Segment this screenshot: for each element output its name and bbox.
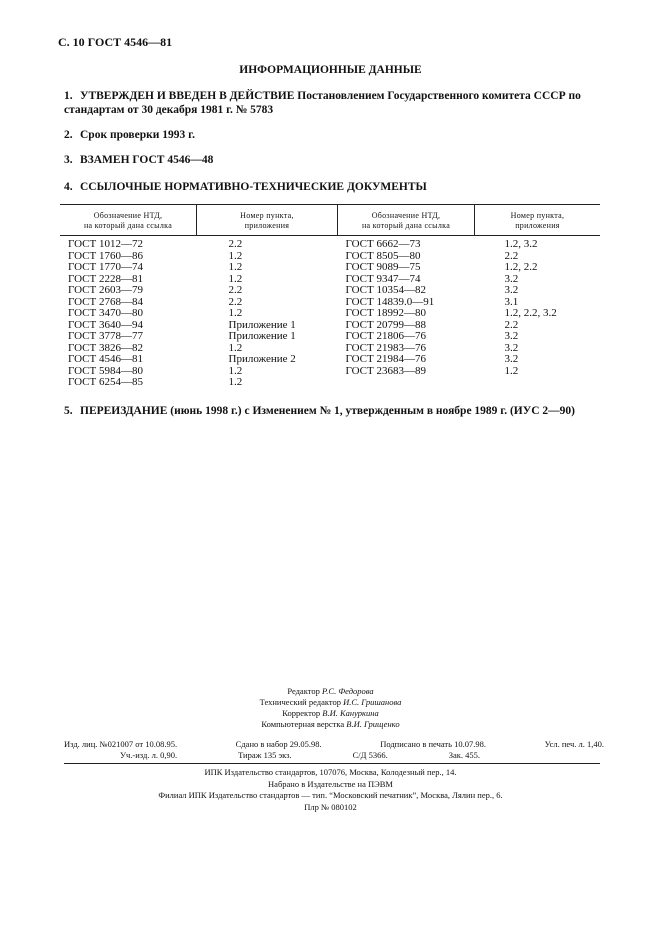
item-text: УТВЕРЖДЕН И ВВЕДЕН В ДЕЙСТВИЕ Постановлением Государственного комитета СССР по стандартам от 30 декабря 1981 г. № 5783 bbox=[64, 90, 581, 116]
cell-clause-number: 1.2, 3.2 bbox=[504, 238, 538, 250]
item-number: 5. bbox=[64, 405, 73, 417]
info-item-approved bbox=[64, 89, 614, 117]
cell-ntd-designation: ГОСТ 14839.0—91 bbox=[345, 295, 435, 308]
table-row bbox=[60, 354, 600, 366]
editorial-credits bbox=[0, 686, 661, 730]
column-header-ntd-designation bbox=[338, 205, 475, 236]
cell-clause-number: 3.1 bbox=[504, 295, 519, 308]
cell-clause-number: 3.2 bbox=[504, 341, 519, 354]
cell-clause-number: 1.2 bbox=[504, 364, 519, 377]
table-row bbox=[60, 377, 600, 389]
cell-clause-number: 3.2 bbox=[504, 330, 519, 342]
item-number: 4. bbox=[64, 181, 73, 193]
publication-info-line-2 bbox=[120, 750, 480, 761]
publication-field: Изд. лиц. №021007 от 10.08.95. bbox=[64, 739, 178, 749]
divider-rule bbox=[64, 763, 600, 764]
imprint-line: Набрано в Издательстве на ПЭВМ bbox=[268, 778, 393, 789]
header-line: на который дана ссылка bbox=[361, 221, 451, 230]
cell-ntd-designation: ГОСТ 4546—81 bbox=[68, 353, 143, 365]
publication-field: С/Д 5366. bbox=[352, 750, 388, 760]
cell-clause-number: 1.2 bbox=[228, 249, 243, 262]
credit-label: Технический редактор bbox=[259, 697, 341, 707]
cell-clause-number: 2.2 bbox=[228, 295, 243, 308]
header-line: Обозначение НТД, bbox=[371, 211, 441, 220]
cell-ntd-designation: ГОСТ 1770—74 bbox=[68, 261, 143, 273]
info-item-replaces bbox=[64, 153, 614, 167]
cell-ntd-designation: ГОСТ 3640—94 bbox=[68, 318, 143, 331]
credit-name: Р.С. Федорова bbox=[321, 686, 374, 696]
cell-ntd-designation: ГОСТ 3470—80 bbox=[68, 307, 143, 319]
credit-label: Редактор bbox=[287, 686, 320, 696]
cell-clause-number: Приложение 2 bbox=[228, 353, 296, 365]
cell-ntd-designation: ГОСТ 8505—80 bbox=[345, 249, 421, 262]
info-item-reissue bbox=[64, 404, 614, 418]
cell-clause-number: 2.2 bbox=[228, 284, 243, 296]
cell-clause-number: 1.2 bbox=[228, 272, 243, 285]
credit-name: В.И. Кануркина bbox=[322, 708, 379, 718]
table-row bbox=[60, 236, 600, 251]
credit-layout bbox=[0, 719, 661, 730]
header-line: приложения bbox=[244, 221, 290, 230]
imprint-line: Филиал ИПК Издательство стандартов — тип. “Московский печатник”, Москва, Лялин пер., 6. bbox=[158, 790, 503, 800]
cell-clause-number: 1.2, 2.2 bbox=[504, 261, 538, 273]
table-row bbox=[60, 308, 600, 320]
cell-clause-number: 1.2 bbox=[228, 364, 243, 377]
column-header-clause-number bbox=[475, 205, 601, 236]
publication-field: Усл. печ. л. 1,40. bbox=[544, 739, 604, 749]
cell-clause-number: 3.2 bbox=[504, 353, 519, 365]
item-number: 1. bbox=[64, 90, 73, 102]
info-item-references bbox=[64, 180, 614, 194]
table-row bbox=[60, 285, 600, 297]
credit-editor bbox=[0, 686, 661, 697]
document-title: ИНФОРМАЦИОННЫЕ ДАННЫЕ bbox=[239, 64, 422, 76]
column-header-ntd-designation bbox=[60, 205, 197, 236]
cell-ntd-designation: ГОСТ 20799—88 bbox=[345, 318, 426, 331]
table-row bbox=[60, 262, 600, 274]
publication-field: Зак. 455. bbox=[448, 750, 480, 760]
cell-ntd-designation bbox=[338, 377, 475, 389]
item-number: 2. bbox=[64, 129, 73, 141]
cell-ntd-designation: ГОСТ 1760—86 bbox=[68, 249, 143, 262]
imprint-line: ИПК Издательство стандартов, 107076, Москва, Колодезный пер., 14. bbox=[204, 767, 457, 777]
cell-clause-number: 2.2 bbox=[504, 249, 519, 262]
header-line: Номер пункта, bbox=[240, 211, 294, 220]
table-row bbox=[60, 331, 600, 343]
cell-clause-number: 1.2, 2.2, 3.2 bbox=[504, 307, 557, 319]
header-line: приложения bbox=[515, 221, 560, 230]
column-header-clause-number bbox=[197, 205, 338, 236]
cell-clause-number: Приложение 1 bbox=[228, 330, 296, 342]
publication-info-line-1 bbox=[64, 739, 604, 750]
publication-field: Уч.-изд. л. 0,90. bbox=[120, 750, 178, 760]
publication-field: Сдано в набор 29.05.98. bbox=[235, 739, 322, 749]
imprint-line: Плр № 080102 bbox=[304, 801, 357, 812]
cell-clause-number: 1.2 bbox=[228, 307, 243, 319]
reference-documents-table bbox=[60, 204, 600, 389]
publication-field: Подписано в печать 10.07.98. bbox=[380, 739, 487, 749]
item-text: ССЫЛОЧНЫЕ НОРМАТИВНО-ТЕХНИЧЕСКИЕ ДОКУМЕНТЫ bbox=[80, 181, 427, 193]
header-line: Обозначение НТД, bbox=[93, 211, 163, 220]
cell-ntd-designation: ГОСТ 21983—76 bbox=[345, 341, 426, 354]
cell-ntd-designation: ГОСТ 21984—76 bbox=[345, 353, 426, 365]
cell-clause-number: 1.2 bbox=[228, 261, 243, 273]
cell-ntd-designation: ГОСТ 5984—80 bbox=[68, 364, 143, 377]
cell-ntd-designation: ГОСТ 9347—74 bbox=[345, 272, 421, 285]
cell-clause-number: 2.2 bbox=[504, 318, 519, 331]
cell-clause-number: 3.2 bbox=[504, 284, 519, 296]
header-line: на который дана ссылка bbox=[83, 221, 173, 230]
cell-clause-number: 3.2 bbox=[504, 272, 519, 285]
credit-tech-editor bbox=[0, 697, 661, 708]
publisher-imprint bbox=[0, 767, 661, 813]
credit-name: И.С. Гришанова bbox=[343, 697, 402, 707]
cell-ntd-designation: ГОСТ 2228—81 bbox=[68, 272, 143, 285]
table-body bbox=[60, 236, 600, 389]
credit-label: Компьютерная верстка bbox=[261, 719, 345, 729]
item-text: ВЗАМЕН ГОСТ 4546—48 bbox=[80, 154, 214, 166]
cell-clause-number bbox=[475, 377, 601, 389]
table-header-row bbox=[60, 205, 600, 236]
cell-ntd-designation: ГОСТ 3778—77 bbox=[68, 330, 143, 342]
cell-clause-number: 2.2 bbox=[228, 238, 243, 250]
credit-corrector bbox=[0, 708, 661, 719]
item-text: ПЕРЕИЗДАНИЕ (июнь 1998 г.) с Изменением № 1, утвержденным в ноябре 1989 г. (ИУС 2—90) bbox=[80, 405, 575, 417]
item-text: Срок проверки 1993 г. bbox=[80, 129, 195, 141]
cell-ntd-designation: ГОСТ 2603—79 bbox=[68, 284, 143, 296]
publication-field: Тираж 135 экз. bbox=[238, 750, 292, 760]
item-number: 3. bbox=[64, 154, 73, 166]
page-header: С. 10 ГОСТ 4546—81 bbox=[58, 35, 173, 49]
cell-clause-number: Приложение 1 bbox=[228, 318, 296, 331]
cell-ntd-designation: ГОСТ 18992—80 bbox=[345, 307, 426, 319]
cell-clause-number: 1.2 bbox=[228, 341, 243, 354]
credit-name: В.И. Грищенко bbox=[346, 719, 400, 729]
cell-clause-number: 1.2 bbox=[228, 376, 243, 388]
info-item-review-term bbox=[64, 128, 614, 142]
cell-ntd-designation: ГОСТ 21806—76 bbox=[345, 330, 426, 342]
cell-ntd-designation: ГОСТ 2768—84 bbox=[68, 295, 143, 308]
cell-ntd-designation: ГОСТ 6662—73 bbox=[345, 238, 421, 250]
cell-ntd-designation: ГОСТ 10354—82 bbox=[345, 284, 426, 296]
cell-ntd-designation: ГОСТ 9089—75 bbox=[345, 261, 421, 273]
cell-ntd-designation: ГОСТ 6254—85 bbox=[68, 376, 143, 388]
cell-ntd-designation: ГОСТ 1012—72 bbox=[68, 238, 143, 250]
cell-ntd-designation: ГОСТ 23683—89 bbox=[345, 364, 426, 377]
credit-label: Корректор bbox=[282, 708, 321, 718]
cell-ntd-designation: ГОСТ 3826—82 bbox=[68, 341, 143, 354]
header-line: Номер пункта, bbox=[510, 211, 565, 220]
